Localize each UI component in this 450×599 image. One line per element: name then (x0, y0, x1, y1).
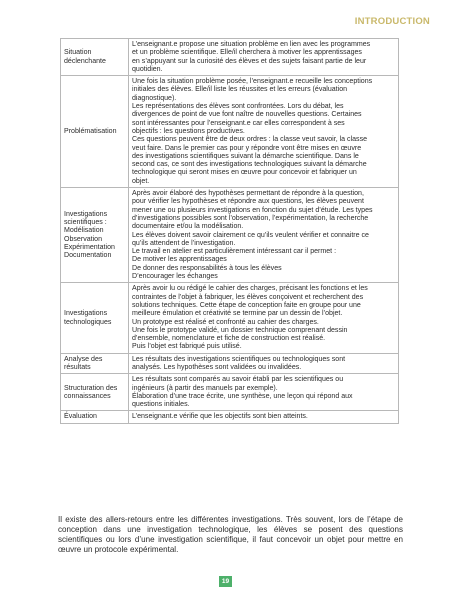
step-label-line: Structuration des (64, 384, 118, 392)
step-label-line: technologiques (64, 318, 112, 326)
step-description-line: L’enseignant.e vérifie que les objectifs sont bien atteints. (132, 413, 308, 421)
step-description-line: objet. (132, 177, 150, 185)
step-label-line: Expérimentation (64, 243, 115, 251)
step-label-line: connaissances (64, 392, 111, 400)
table-row (61, 39, 399, 76)
step-label-line: Documentation (64, 252, 112, 260)
step-label-line: déclenchante (64, 57, 106, 65)
body-paragraph: Il existe des allers-retours entre les différentes investigations. Très souvent, lors de l’étape de conception dans une investigation technologique, les élèves se posent des questions scientifiques ou lors d’une investigation scientifique, il faut concevoir un objet pour mettre en œuvre un protocole expérimental. (58, 515, 403, 555)
step-description-line: pour vérifier les hypothèses et répondre aux questions, les élèves peuvent (132, 198, 364, 206)
step-description-line: De motiver les apprentissages (132, 256, 227, 264)
step-description-line: mener une ou plusieurs investigations en fonction du sujet d’étude. Les types (132, 206, 373, 214)
step-label-line: Évaluation (64, 413, 97, 421)
step-label (61, 411, 129, 423)
step-description-line: Un prototype est réalisé et confronté au cahier des charges. (132, 318, 319, 326)
step-description-line: D’encourager les échanges (132, 273, 218, 281)
step-description-line: sont intéressantes pour l’enseignant.e car elles correspondent à ses (132, 119, 345, 127)
step-description-line: des investigations scientifiques suivant la démarche scientifique. Dans le (132, 152, 359, 160)
page-number-badge: 19 (219, 576, 232, 587)
section-title: INTRODUCTION (354, 16, 430, 27)
step-description (129, 374, 399, 411)
step-description-line: Après avoir élaboré des hypothèses permettant de répondre à la question, (132, 190, 364, 198)
investigation-steps-table (60, 38, 399, 424)
step-label-line: Problématisation (64, 127, 117, 135)
step-label-line: Investigations (64, 310, 108, 318)
step-description-line: d’investigations possibles sont l’observation, l’expérimentation, la recherche (132, 214, 369, 222)
table-row (61, 283, 399, 353)
step-label-line: Modélisation (64, 227, 104, 235)
step-description-line: Après avoir lu ou rédigé le cahier des charges, précisant les fonctions et les (132, 285, 368, 293)
step-description-line: diagnostique). (132, 94, 177, 102)
step-description-line: technologique qui seront mises en œuvre pour concevoir et fabriquer un (132, 169, 357, 177)
step-description-line: divergences de point de vue font naître de nouvelles questions. Certaines (132, 111, 362, 119)
step-label-line: Situation (64, 49, 92, 57)
step-description (129, 76, 399, 188)
step-description-line: Les élèves doivent savoir clairement ce qu’ils veulent vérifier et connaitre ce (132, 231, 369, 239)
step-description-line: Les résultats sont comparés au savoir établi par les scientifiques ou (132, 376, 344, 384)
step-description-line: Le travail en atelier est particulièrement intéressant car il permet : (132, 248, 337, 256)
step-label (61, 353, 129, 374)
step-label (61, 283, 129, 353)
step-description (129, 188, 399, 283)
step-description-line: analysés. Les hypothèses sont validées ou invalidées. (132, 363, 302, 371)
step-description-line: Ces questions peuvent être de deux ordres : la classe veut savoir, la classe (132, 136, 368, 144)
step-description-line: et un problème scientifique. Elle/il cherchera à motiver les apprentissages (132, 49, 362, 57)
step-description-line: second cas, ce sont des investigations technologiques suivant la démarche (132, 161, 367, 169)
step-description (129, 39, 399, 76)
step-label (61, 76, 129, 188)
step-description-line: solutions techniques. Cette étape de conception faite en groupe pour une (132, 301, 361, 309)
step-description-line: contraintes de l’objet à fabriquer, les élèves conçoivent et recherchent des (132, 293, 364, 301)
table-row (61, 411, 399, 423)
table-row (61, 76, 399, 188)
step-label (61, 374, 129, 411)
step-description-line: Élaboration d’une trace écrite, une synthèse, une leçon qui répond aux (132, 392, 353, 400)
table-row (61, 374, 399, 411)
step-description-line: Une fois le prototype validé, un dossier technique comprenant dessin (132, 326, 348, 334)
step-description-line: meilleure émulation et créativité se termine par un dessin de l’objet. (132, 310, 343, 318)
step-description-line: Une fois la situation problème posée, l’enseignant.e recueille les conceptions (132, 78, 373, 86)
table-row (61, 188, 399, 283)
table-row (61, 353, 399, 374)
step-description-line: en s’appuyant sur la curiosité des élèves et des sujets faisant partie de leur (132, 57, 367, 65)
step-label-line: Observation (64, 235, 102, 243)
step-description-line: qu’ils attendent de l’investigation. (132, 239, 236, 247)
step-label-line: résultats (64, 363, 91, 371)
step-description-line: Puis l’objet est fabriqué puis utilisé. (132, 343, 242, 351)
step-description-line: De donner des responsabilités à tous les élèves (132, 264, 282, 272)
step-description (129, 411, 399, 423)
step-label-line: scientifiques : (64, 219, 107, 227)
step-description-line: objectifs : les questions productives. (132, 127, 245, 135)
step-description-line: d’ensemble, nomenclature et fiche de construction est réalisé. (132, 335, 326, 343)
step-label-line: Investigations (64, 210, 108, 218)
step-description-line: questions initiales. (132, 401, 190, 409)
step-description-line: veut faire. Dans le premier cas pour y répondre vont être mises en œuvre (132, 144, 362, 152)
step-label (61, 188, 129, 283)
step-description-line: ingénieurs (à partir des manuels par exemple). (132, 384, 278, 392)
step-description-line: initiales des élèves. Elle/il liste les réussites et les erreurs (évaluation (132, 86, 348, 94)
step-description (129, 283, 399, 353)
step-description-line: quotidien. (132, 65, 163, 73)
step-label-line: Analyse des (64, 355, 103, 363)
step-label (61, 39, 129, 76)
step-description-line: documentaire et/ou la modélisation. (132, 223, 244, 231)
step-description (129, 353, 399, 374)
step-description-line: L’enseignant.e propose une situation problème en lien avec les programmes (132, 41, 371, 48)
step-description-line: Les résultats des investigations scientifiques ou technologiques sont (132, 355, 346, 363)
step-description-line: Les représentations des élèves sont confrontées. Lors du débat, les (132, 103, 344, 111)
